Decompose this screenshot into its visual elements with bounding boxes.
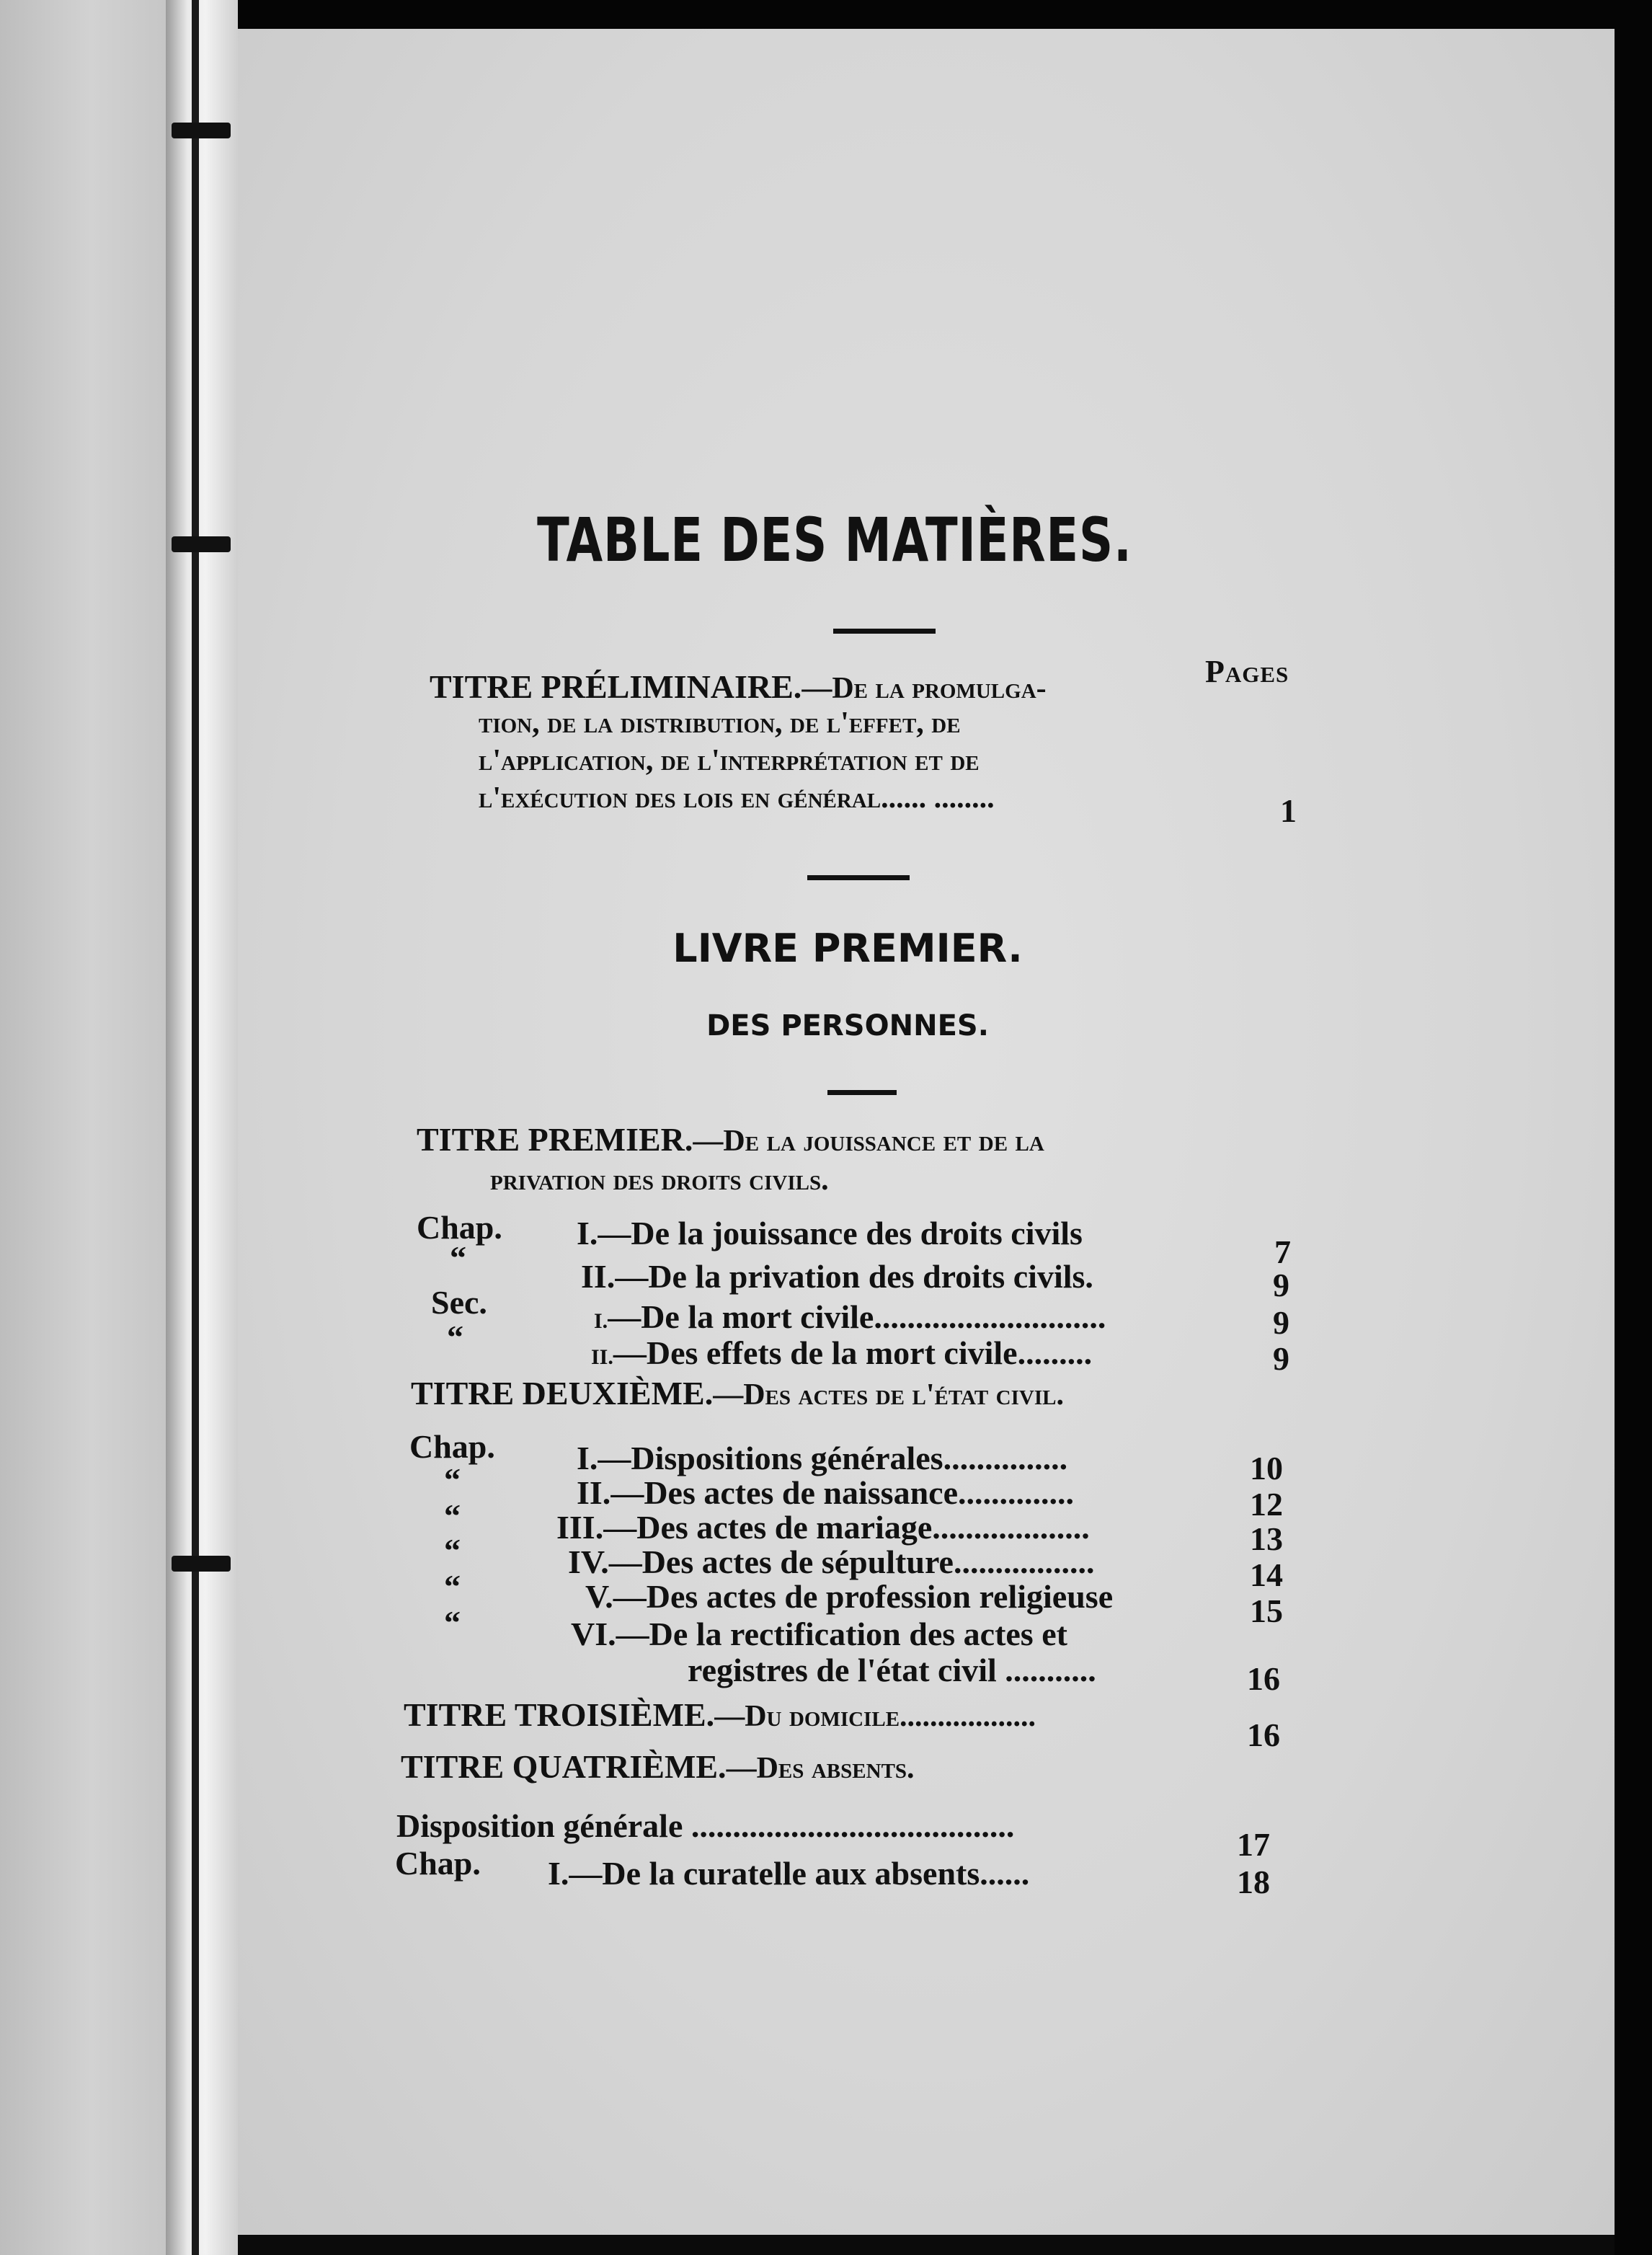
toc-entry-text: —De la mort civile............................ (608, 1298, 1106, 1335)
titre-preliminaire-text: —De la promulga- (801, 672, 1047, 705)
titre-premier-text: —De la jouissance et de la (693, 1125, 1044, 1158)
toc-entry-text: —De la rectification des actes et (616, 1616, 1067, 1652)
toc-entry-text: —Des actes de sépulture................. (608, 1543, 1095, 1580)
toc-entry-kind: “ (447, 1319, 463, 1355)
page-number: 18 (1237, 1864, 1270, 1900)
titre-quatrieme-text: —Des absents. (726, 1752, 915, 1785)
toc-entry-number: I. (577, 1215, 598, 1251)
titre-premier-heading: TITRE PREMIER. (417, 1121, 693, 1158)
toc-entry-text: —Des effets de la mort civile......... (613, 1334, 1093, 1371)
toc-entry-kind: “ (450, 1239, 466, 1276)
toc-entry-number: III. (556, 1509, 604, 1546)
toc-entry (591, 1334, 1092, 1372)
titre-deuxieme-line (411, 1375, 1064, 1413)
page-number: 16 (1247, 1716, 1280, 1753)
toc-entry-number: II. (581, 1258, 616, 1295)
pages-column-label: Pages (1205, 654, 1289, 689)
section-rule (827, 1090, 897, 1095)
page-number: 12 (1250, 1486, 1283, 1523)
toc-entry-kind: “ (444, 1604, 461, 1641)
toc-entry (556, 1508, 1090, 1546)
titre-quatrieme-heading: TITRE QUATRIÈME. (401, 1748, 727, 1785)
livre-heading: LIVRE PREMIER. (672, 926, 1023, 971)
toc-entry-text: —Dispositions générales............... (598, 1440, 1068, 1476)
toc-entry-number: I. (594, 1309, 608, 1333)
page-number: 9 (1273, 1340, 1289, 1377)
toc-entry-text: —De la jouissance des droits civils (598, 1215, 1083, 1251)
toc-entry-number: V. (585, 1578, 613, 1615)
toc-entry-number: VI. (571, 1616, 616, 1652)
title-rule (833, 629, 936, 634)
scan-border-top (238, 0, 1652, 29)
toc-entry (577, 1214, 1083, 1252)
binding-thread (192, 0, 199, 2255)
titre-troisieme-heading: TITRE TROISIÈME. (404, 1696, 715, 1733)
page-number: 16 (1247, 1660, 1280, 1697)
toc-entry-kind: Chap. (395, 1845, 481, 1882)
toc-entry-text: ....................................... (683, 1807, 1015, 1844)
toc-entry-kind: “ (444, 1568, 461, 1605)
page-number: 7 (1274, 1233, 1291, 1270)
titre-premier-line-2: privation des droits civils. (490, 1164, 829, 1197)
page-number: 17 (1237, 1826, 1270, 1863)
toc-entry-text: —Des actes de mariage................... (603, 1509, 1090, 1546)
toc-entry (396, 1807, 1014, 1845)
toc-entry-number: I. (577, 1440, 598, 1476)
book-gutter (166, 0, 238, 2255)
toc-entry-number: IV. (568, 1543, 609, 1580)
toc-entry-kind: “ (444, 1497, 461, 1534)
toc-entry-text: —De la curatelle aux absents...... (569, 1855, 1030, 1892)
titre-premier-line-1 (417, 1122, 1044, 1159)
toc-entry (548, 1854, 1029, 1892)
toc-entry-number: II. (577, 1474, 611, 1511)
scan-border-right (1615, 0, 1652, 2255)
toc-entry-kind: Chap. (417, 1209, 502, 1246)
toc-entry-number: II. (591, 1345, 613, 1369)
toc-entry (577, 1474, 1074, 1512)
binding-stitch (172, 123, 231, 138)
toc-entry-kind: Disposition générale (396, 1807, 683, 1844)
facing-page (0, 0, 166, 2255)
titre-quatrieme-line (401, 1749, 915, 1786)
page-number: 10 (1250, 1450, 1283, 1487)
toc-entry-kind: “ (444, 1461, 461, 1498)
titre-preliminaire-heading: TITRE PRÉLIMINAIRE. (430, 668, 802, 705)
toc-entry (568, 1543, 1094, 1581)
toc-entry-continuation: registres de l'état civil ........... (688, 1652, 1096, 1688)
livre-subheading: DES PERSONNES. (706, 1009, 989, 1042)
page-number: 1 (1280, 792, 1297, 829)
toc-entry-kind: “ (444, 1532, 461, 1569)
titre-preliminaire-line-2: tion, de la distribution, de l'effet, de (479, 706, 961, 740)
toc-entry-text: —Des actes de profession religieuse (613, 1578, 1114, 1615)
binding-stitch (172, 1556, 231, 1572)
page-number: 14 (1250, 1556, 1283, 1593)
toc-entry-number: I. (548, 1855, 569, 1892)
section-rule (807, 875, 910, 880)
toc-entry (577, 1439, 1067, 1477)
toc-entry-text: —De la privation des droits civils. (615, 1258, 1093, 1295)
toc-entry (585, 1577, 1113, 1616)
titre-deuxieme-heading: TITRE DEUXIÈME. (411, 1375, 714, 1412)
toc-entry (581, 1257, 1093, 1295)
titre-deuxieme-text: —Des actes de l'état civil. (713, 1378, 1064, 1412)
toc-entry-kind: Chap. (409, 1428, 495, 1465)
titre-troisieme-line (404, 1697, 1036, 1735)
page-number: 13 (1250, 1520, 1283, 1557)
titre-troisieme-text: —Du domicile.................. (714, 1700, 1036, 1733)
toc-entry-kind: Sec. (431, 1284, 487, 1321)
titre-preliminaire-line-3: l'application, de l'interprétation et de (479, 744, 980, 777)
page-title: TABLE DES MATIÈRES. (537, 505, 1132, 575)
toc-entry (594, 1298, 1106, 1336)
page-number: 15 (1250, 1592, 1283, 1629)
toc-entry (571, 1615, 1067, 1653)
page-number: 9 (1273, 1267, 1289, 1303)
titre-preliminaire-line-1 (430, 669, 1047, 706)
titre-preliminaire-line-4: l'exécution des lois en général...... ........ (479, 781, 995, 815)
page-number: 9 (1273, 1304, 1289, 1341)
toc-entry-text: —Des actes de naissance.............. (610, 1474, 1074, 1511)
